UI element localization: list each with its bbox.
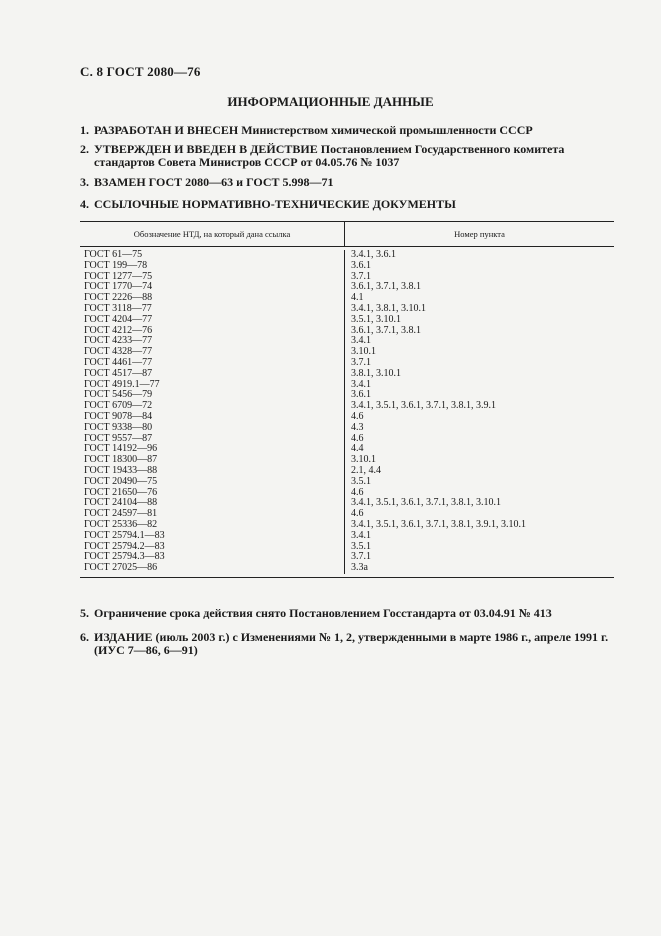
info-item-2 [80,143,620,169]
table-cell-clause: 3.10.1 [351,346,376,358]
table-cell-clause: 3.8.1, 3.10.1 [351,367,401,379]
item-lead: ИЗДАНИЕ [94,630,153,644]
table-cell-document: ГОСТ 9078—84 [84,410,153,422]
table-cell-clause: 3.4.1 [351,335,371,347]
table-cell-document: ГОСТ 21650—76 [84,486,158,498]
table-cell-clause: 3.10.1 [351,454,376,466]
table-cell-clause: 4.6 [351,410,364,422]
item-number: 2. [80,142,89,156]
table-cell-clause: 3.6.1 [351,389,371,401]
item-text: (июль 2003 г.) с Изменениями № 1, 2, утвержденными в марте 1986 г., апреле 1991 г. (ИУС 7—86, 6—91) [94,630,609,657]
table-cell-document: ГОСТ 4212—76 [84,324,153,336]
table-cell-clause: 2.1, 4.4 [351,464,381,476]
info-item-5 [80,607,620,620]
table-cell-document: ГОСТ 4919.1—77 [84,378,160,390]
column-header-clause: Номер пункта [454,229,505,239]
table-cell-document: ГОСТ 61—75 [84,249,143,260]
table-cell-document: ГОСТ 27025—86 [84,562,158,574]
table-cell-document: ГОСТ 199—78 [84,259,148,271]
table-cell-clause: 3.5.1 [351,475,371,487]
table-cell-document: ГОСТ 2226—88 [84,292,153,304]
table-cell-document: ГОСТ 9557—87 [84,432,153,444]
table-cell-clause: 3.5.1, 3.10.1 [351,313,401,325]
item-number: 5. [80,606,89,620]
page-header: С. 8 ГОСТ 2080—76 [80,64,201,79]
table-cell-document: ГОСТ 25794.2—83 [84,540,165,552]
table-cell-clause: 3.7.1 [351,551,371,563]
table-cell-document: ГОСТ 4461—77 [84,356,153,368]
table-cell-document: ГОСТ 25336—82 [84,518,158,530]
table-cell-clause: 4.3 [351,421,364,433]
section-title: ИНФОРМАЦИОННЫЕ ДАННЫЕ [227,94,434,109]
table-cell-clause: 4.6 [351,486,364,498]
table-cell-clause: 4.4 [351,443,364,455]
column-documents [80,250,345,574]
item-lead: ВЗАМЕН ГОСТ 2080—63 и ГОСТ 5.998—71 [94,175,334,189]
item-text: Ограничение срока действия снято Постановлением Госстандарта от 03.04.91 № 413 [94,606,552,620]
table-cell-clause: 3.4.1, 3.5.1, 3.6.1, 3.7.1, 3.8.1, 3.9.1, 3.10.1 [351,518,526,530]
table-cell-document: ГОСТ 24597—81 [84,508,158,520]
table-cell-clause: 3.6.1, 3.7.1, 3.8.1 [351,281,421,293]
table-cell-document: ГОСТ 4233—77 [84,335,153,347]
table-cell-clause: 4.6 [351,432,364,444]
table-cell-clause: 3.3а [351,562,368,574]
table-cell-document: ГОСТ 24104—88 [84,497,158,509]
table-header [80,222,614,247]
table-cell-document: ГОСТ 14192—96 [84,443,158,455]
table-cell-document: ГОСТ 4517—87 [84,367,153,379]
table-cell-document: ГОСТ 1770—74 [84,281,153,293]
table-cell-clause: 4.1 [351,292,364,304]
table-cell-document: ГОСТ 4328—77 [84,346,153,358]
info-item-6 [80,631,620,657]
column-clauses [345,250,614,574]
table-cell-document: ГОСТ 25794.3—83 [84,551,165,563]
item-number: 3. [80,175,89,189]
item-lead: УТВЕРЖДЕН И ВВЕДЕН В ДЕЙСТВИЕ [94,142,318,156]
table-body [80,247,614,577]
item-text: Министерством химической промышленности СССР [238,123,533,137]
table-cell-clause: 3.7.1 [351,356,371,368]
table-cell-document: ГОСТ 20490—75 [84,475,158,487]
item-number: 4. [80,197,89,211]
info-item-3 [80,176,620,189]
table-cell-clause: 3.4.1 [351,378,371,390]
table-cell-clause: 3.4.1, 3.5.1, 3.6.1, 3.7.1, 3.8.1, 3.10.1 [351,497,501,509]
table-cell-clause: 3.5.1 [351,540,371,552]
table-cell-document: ГОСТ 19433—88 [84,464,158,476]
table-cell-clause: 3.7.1 [351,270,371,282]
reference-documents-table [80,221,614,578]
table-cell-document: ГОСТ 9338—80 [84,421,153,433]
table-cell-clause: 4.6 [351,508,364,520]
item-text: Постановлением Государственного комитета стандартов Совета Министров СССР от 04.05.76 № 1037 [94,142,565,169]
table-cell-clause: 3.4.1 [351,529,371,541]
table-cell-document: ГОСТ 6709—72 [84,400,153,412]
table-cell-document: ГОСТ 1277—75 [84,270,153,282]
table-cell-document: ГОСТ 3118—77 [84,302,152,314]
table-cell-document: ГОСТ 18300—87 [84,454,158,466]
table-cell-document: ГОСТ 25794.1—83 [84,529,165,541]
table-cell-clause: 3.4.1, 3.5.1, 3.6.1, 3.7.1, 3.8.1, 3.9.1 [351,400,496,412]
table-cell-clause: 3.4.1, 3.6.1 [351,249,396,260]
item-number: 6. [80,630,89,644]
info-item-4 [80,198,620,211]
table-cell-clause: 3.6.1 [351,259,371,271]
item-lead: РАЗРАБОТАН И ВНЕСЕН [94,123,239,137]
info-item-1 [80,124,620,137]
column-header-document: Обозначение НТД, на который дана ссылка [80,222,345,246]
table-cell-clause: 3.4.1, 3.8.1, 3.10.1 [351,302,426,314]
item-lead: ССЫЛОЧНЫЕ НОРМАТИВНО-ТЕХНИЧЕСКИЕ ДОКУМЕНТЫ [94,197,456,211]
table-cell-clause: 3.6.1, 3.7.1, 3.8.1 [351,324,421,336]
table-cell-document: ГОСТ 5456—79 [84,389,153,401]
item-number: 1. [80,123,89,137]
table-cell-document: ГОСТ 4204—77 [84,313,153,325]
